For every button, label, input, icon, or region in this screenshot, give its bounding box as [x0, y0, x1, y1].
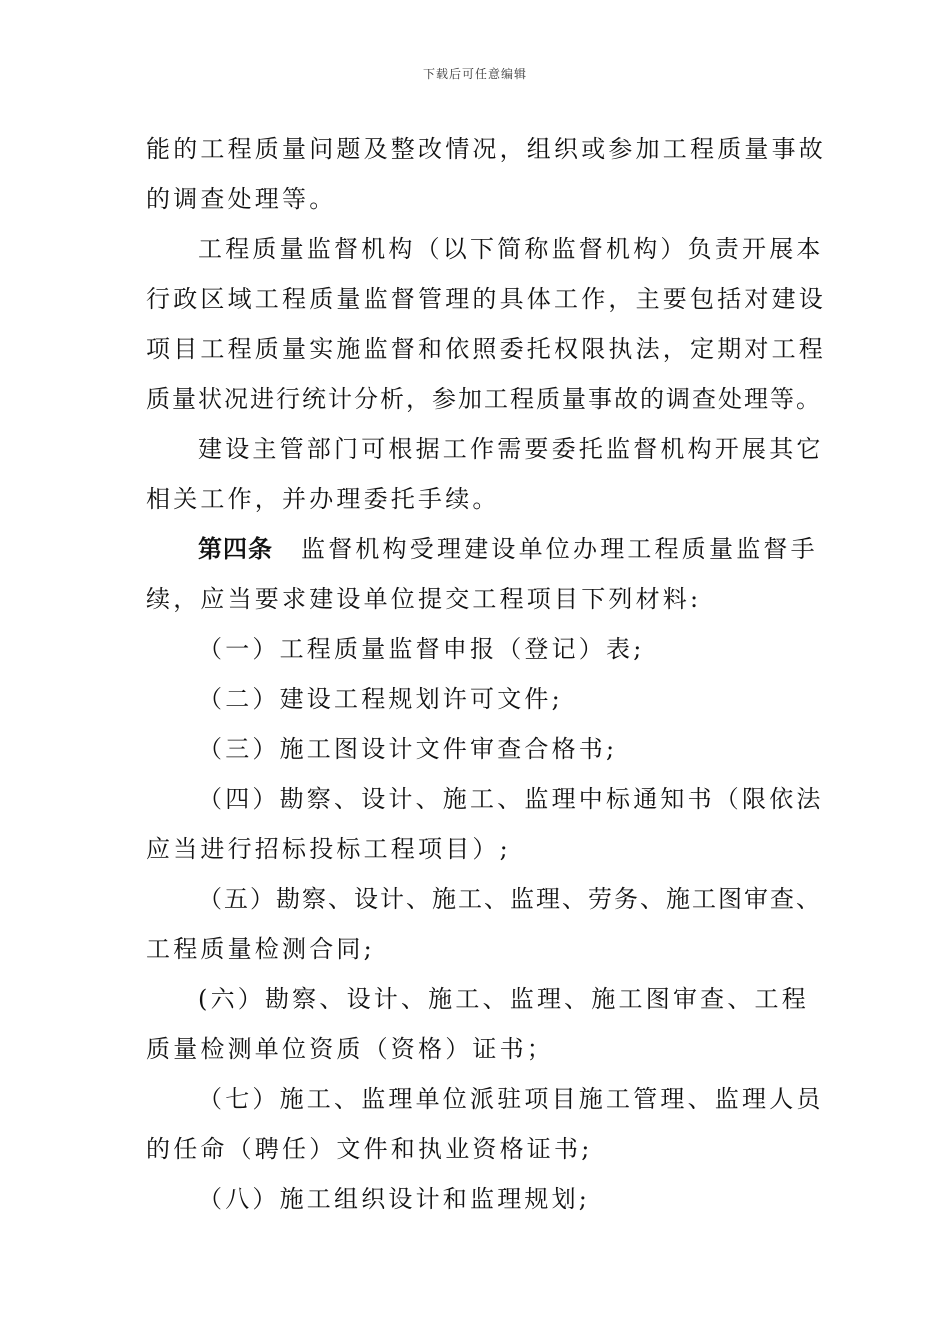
paragraph-line: 工程质量监督机构（以下简称监督机构）负责开展本 [198, 235, 824, 263]
article-text: 监督机构受理建设单位办理工程质量监督手 [301, 535, 818, 563]
list-item: （四）勘察、设计、施工、监理中标通知书（限依法 [198, 785, 824, 813]
list-item: （五）勘察、设计、施工、监理、劳务、施工图审查、 [198, 885, 822, 913]
paragraph-line: 相关工作，并办理委托手续。 [146, 485, 500, 513]
paragraph-line: 行政区域工程质量监督管理的具体工作，主要包括对建设 [146, 285, 826, 313]
list-item-continuation: 应当进行招标投标工程项目）; [146, 835, 511, 863]
list-item: （二）建设工程规划许可文件; [198, 685, 563, 713]
list-item-continuation: 质量检测单位资质（资格）证书； [146, 1035, 554, 1063]
paragraph-line: 项目工程质量实施监督和依照委托权限执法，定期对工程 [146, 335, 826, 363]
list-item-continuation: 工程质量检测合同; [146, 935, 375, 963]
paragraph-line: 的调查处理等。 [146, 185, 337, 213]
list-item: (六）勘察、设计、施工、监理、施工图审查、工程 [198, 985, 809, 1013]
paragraph-line: 续，应当要求建设单位提交工程项目下列材料: [146, 585, 702, 613]
article-heading-line [146, 524, 818, 574]
list-item: （七）施工、监理单位派驻项目施工管理、监理人员 [198, 1085, 824, 1113]
page-header: 下载后可任意编辑 [422, 67, 527, 81]
paragraph-line: 质量状况进行统计分析，参加工程质量事故的调查处理等。 [146, 385, 822, 413]
list-item: （一）工程质量监督申报（登记）表; [198, 635, 645, 663]
paragraph-line: 能的工程质量问题及整改情况，组织或参加工程质量事故 [146, 135, 826, 163]
article-number: 第四条 [198, 535, 273, 563]
paragraph-line: 建设主管部门可根据工作需要委托监督机构开展其它 [198, 435, 824, 463]
document-body [146, 124, 826, 1224]
list-item: （八）施工组织设计和监理规划; [198, 1185, 591, 1213]
list-item: （三）施工图设计文件审查合格书; [198, 735, 618, 763]
list-item-continuation: 的任命（聘任）文件和执业资格证书; [146, 1135, 593, 1163]
